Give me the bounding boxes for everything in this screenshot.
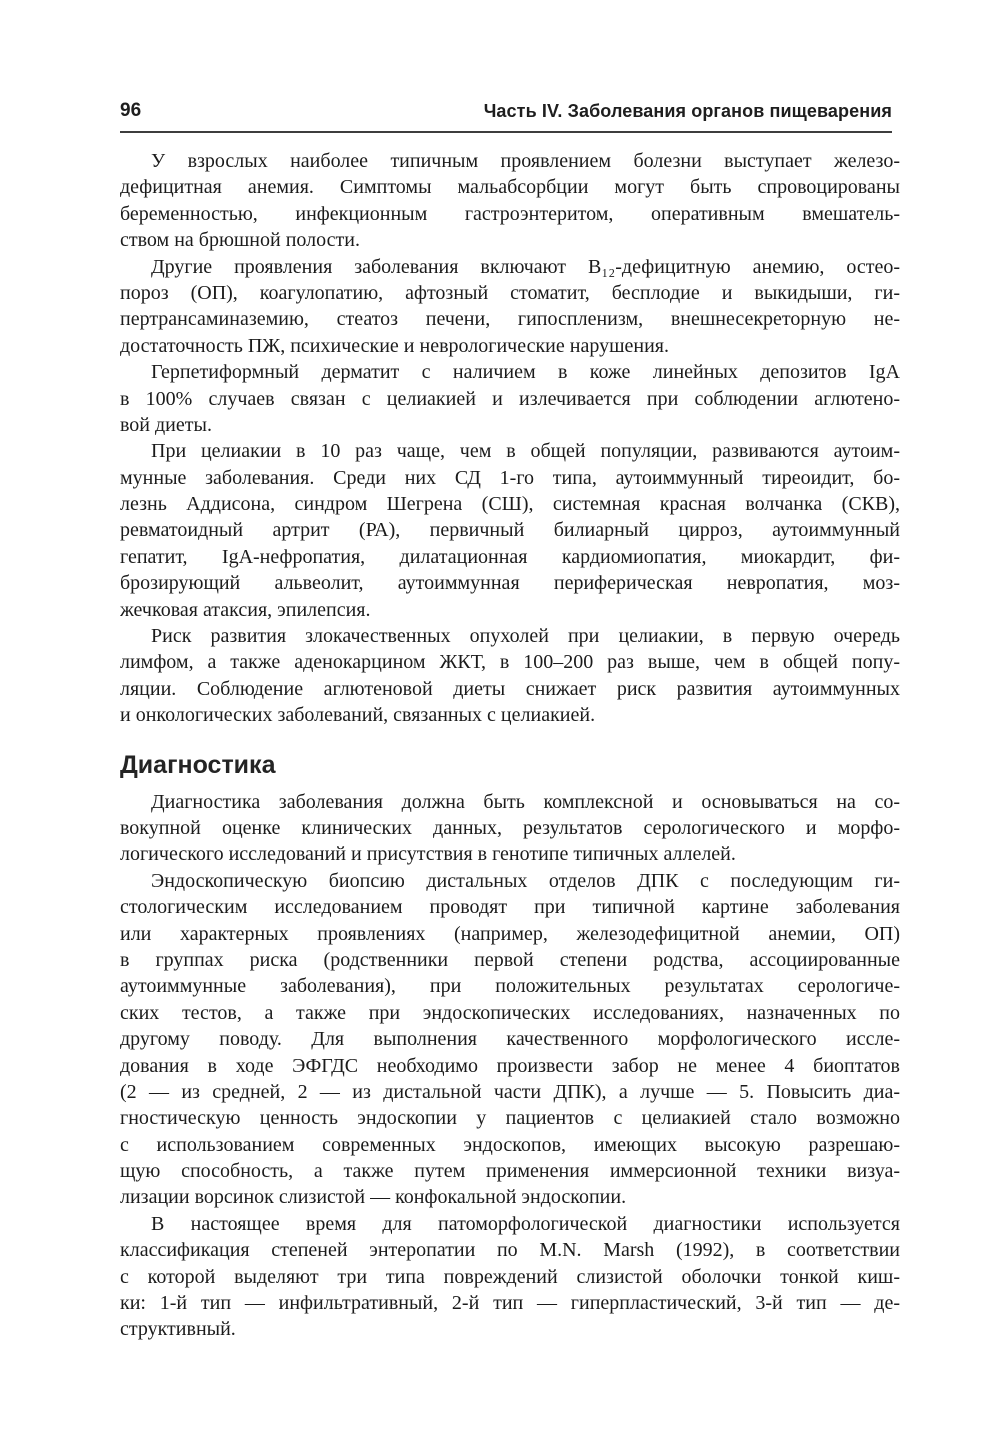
page-header [120,100,892,122]
page-number: 96 [120,100,142,121]
text-line: достаточность ПЖ, психические и неврологические нарушения. [120,334,669,357]
text-line: лимфом, а также аденокарцином ЖКТ, в 100–200 раз выше, чем в общей попу- [120,651,900,674]
text-line: и онкологических заболеваний, связанных с целиакией. [120,704,596,727]
text-line: вокупной оценке клинических данных, результатов серологического и морфо- [120,816,900,839]
text-line: вой диеты. [120,413,212,436]
text-line: в 100% случаев связан с целиакией и излечивается при соблюдении аглютено- [120,387,900,410]
text-line: стологическим исследованием проводят при типичной картине заболевания [120,896,900,919]
paragraph [120,438,900,623]
text-line: ревматоидный артрит (РА), первичный билиарный цирроз, аутоиммунный [120,519,900,542]
text-line: или характерных проявлениях (например, железодефицитной анемии, ОП) [120,922,900,945]
text-line: Диагностика заболевания должна быть комплексной и основываться на со- [151,790,900,813]
paragraph [120,789,900,868]
text-line: с которой выделяют три типа повреждений слизистой оболочки тонкой киш- [120,1265,900,1288]
text-line: В настоящее время для патоморфологической диагностики используется [151,1212,900,1235]
text-line: щую способность, а также путем применения иммерсионной техники визуа- [120,1160,900,1183]
text-line: Герпетиформный дерматит с наличием в коже линейных депозитов IgA [151,361,900,384]
text-line: жечковая атаксия, эпилепсия. [120,598,371,621]
text-line: брозирующий альвеолит, аутоиммунная периферическая невропатия, моз- [120,572,900,595]
text-line: логического исследований и присутствия в генотипе типичных аллелей. [120,843,736,866]
text-line: гепатит, IgA-нефропатия, дилатационная кардиомиопатия, миокардит, фи- [120,545,900,568]
paragraph [120,254,900,360]
text-line: Другие проявления заболевания включают В₁₂-дефицитную анемию, остео- [151,255,900,278]
section-heading: Диагностика [120,750,276,779]
text-line: Риск развития злокачественных опухолей при целиакии, в первую очередь [151,625,900,648]
header-rule [120,131,892,133]
text-line: лизации ворсинок слизистой — конфокальной эндоскопии. [120,1186,627,1209]
text-line: ством на брюшной полости. [120,229,360,252]
text-line: гностическую ценность эндоскопии у пациентов с целиакией стало возможно [120,1107,900,1130]
text-line: (2 — из средней, 2 — из дистальной части ДПК), а лучше — 5. Повысить диа- [120,1080,900,1103]
text-line: дефицитная анемия. Симптомы мальабсорбции могут быть спровоцированы [120,176,900,199]
text-line: в группах риска (родственники первой степени родства, ассоциированные [120,948,900,971]
text-line: пороз (ОП), коагулопатию, афтозный стоматит, бесплодие и выкидыши, ги- [120,281,900,304]
text-line: ки: 1-й тип — инфильтративный, 2-й тип — гиперпластический, 3-й тип — де- [120,1292,900,1315]
text-line: При целиакии в 10 раз чаще, чем в общей популяции, развиваются аутоим- [151,440,900,463]
text-line: мунные заболевания. Среди них СД 1-го типа, аутоиммунный тиреоидит, бо- [120,466,900,489]
text-line: ляции. Соблюдение аглютеновой диеты снижает риск развития аутоиммунных [120,677,900,700]
text-line: ских тестов, а также при эндоскопических исследованиях, назначенных по [120,1001,900,1024]
text-line: с использованием современных эндоскопов, имеющих высокую разрешаю- [120,1133,900,1156]
text-line: У взрослых наиболее типичным проявлением болезни выступает железо- [151,150,900,172]
paragraph [120,148,900,254]
text-line: пертрансаминаземию, стеатоз печени, гипоспленизм, внешнесекреторную не- [120,308,900,331]
text-line: дования в ходе ЭФГДС необходимо произвести забор не менее 4 биоптатов [120,1054,900,1077]
text-line: Эндоскопическую биопсию дистальных отделов ДПК с последующим ги- [151,869,900,892]
paragraph [120,623,900,729]
running-title: Часть IV. Заболевания органов пищеварения [483,101,892,121]
paragraph [120,868,900,1211]
paragraph [120,359,900,438]
paragraph [120,1211,900,1343]
text-line: аутоиммунные заболевания), при положительных результатах серологиче- [120,975,900,998]
text-line: классификация степеней энтеропатии по M.N. Marsh (1992), в соответствии [120,1239,900,1262]
page-body [120,148,900,1343]
text-line: структивный. [120,1318,236,1341]
text-line: другому поводу. Для выполнения качественного морфологического иссле- [120,1028,900,1051]
text-line: беременностью, инфекционным гастроэнтеритом, оперативным вмешатель- [120,202,900,225]
text-line: лезнь Аддисона, синдром Шегрена (СШ), системная красная волчанка (СКВ), [120,493,900,516]
